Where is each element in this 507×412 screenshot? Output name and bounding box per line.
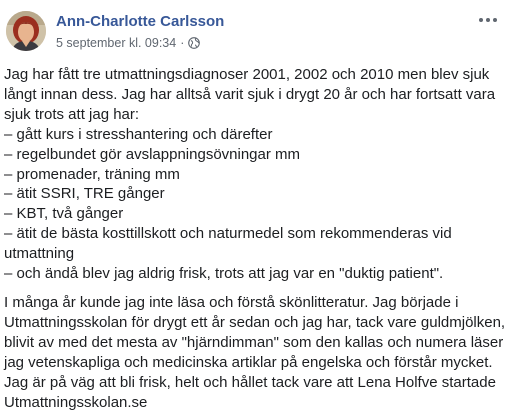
post-meta	[56, 36, 200, 50]
post-list-item: – regelbundet gör avslappningsövningar mm	[4, 145, 504, 165]
author-name[interactable]: Ann-Charlotte Carlsson	[56, 13, 224, 30]
post-text-line: Jag har fått tre utmattningsdiagnoser 2001, 2002 och 2010 men blev sjuk	[4, 65, 504, 85]
avatar-photo	[6, 11, 46, 51]
post-paragraph	[4, 293, 504, 412]
post-list-item: – ätit de bästa kosttillskott och naturmedel som rekommenderas vid	[4, 224, 504, 244]
avatar[interactable]	[6, 11, 46, 51]
post-text-line: utmattning	[4, 244, 504, 264]
post-text-line: långt innan dess. Jag har alltså varit sjuk i drygt 20 år och har fortsatt vara	[4, 85, 504, 105]
post-text-line: Jag är på väg att bli frisk, helt och hållet tack vare att Lena Holfve startade	[4, 373, 504, 393]
post-text-line: jag vetenskapliga och medicinska artiklar på engelska och förstår mycket.	[4, 353, 504, 373]
post-list-item: – promenader, träning mm	[4, 165, 504, 185]
post-list-item: – ätit SSRI, TRE gånger	[4, 184, 504, 204]
meta-separator: ·	[180, 36, 184, 50]
post-text-line: blivit av med det mesta av "hjärndimman" som den kallas och numera läser	[4, 333, 504, 353]
post-list-item: – gått kurs i stresshantering och därefter	[4, 125, 504, 145]
post-text-line: I många år kunde jag inte läsa och förstå skönlitteratur. Jag började i	[4, 293, 504, 313]
globe-icon[interactable]	[188, 37, 200, 49]
post-header	[0, 0, 507, 60]
post-paragraph	[4, 65, 504, 284]
post-timestamp[interactable]: 5 september kl. 09:34	[56, 36, 176, 50]
post-list-item: – och ändå blev jag aldrig frisk, trots att jag var en "duktig patient".	[4, 264, 504, 284]
post-body	[4, 65, 504, 412]
post-text-line: sjuk trots att jag har:	[4, 105, 504, 125]
more-options-icon[interactable]	[475, 10, 501, 30]
post-text-line: Utmattningsskolan för drygt ett år sedan och jag har, tack vare guldmjölken,	[4, 313, 504, 333]
post-text-line: Utmattningsskolan.se	[4, 393, 504, 412]
post-list-item: – KBT, två gånger	[4, 204, 504, 224]
